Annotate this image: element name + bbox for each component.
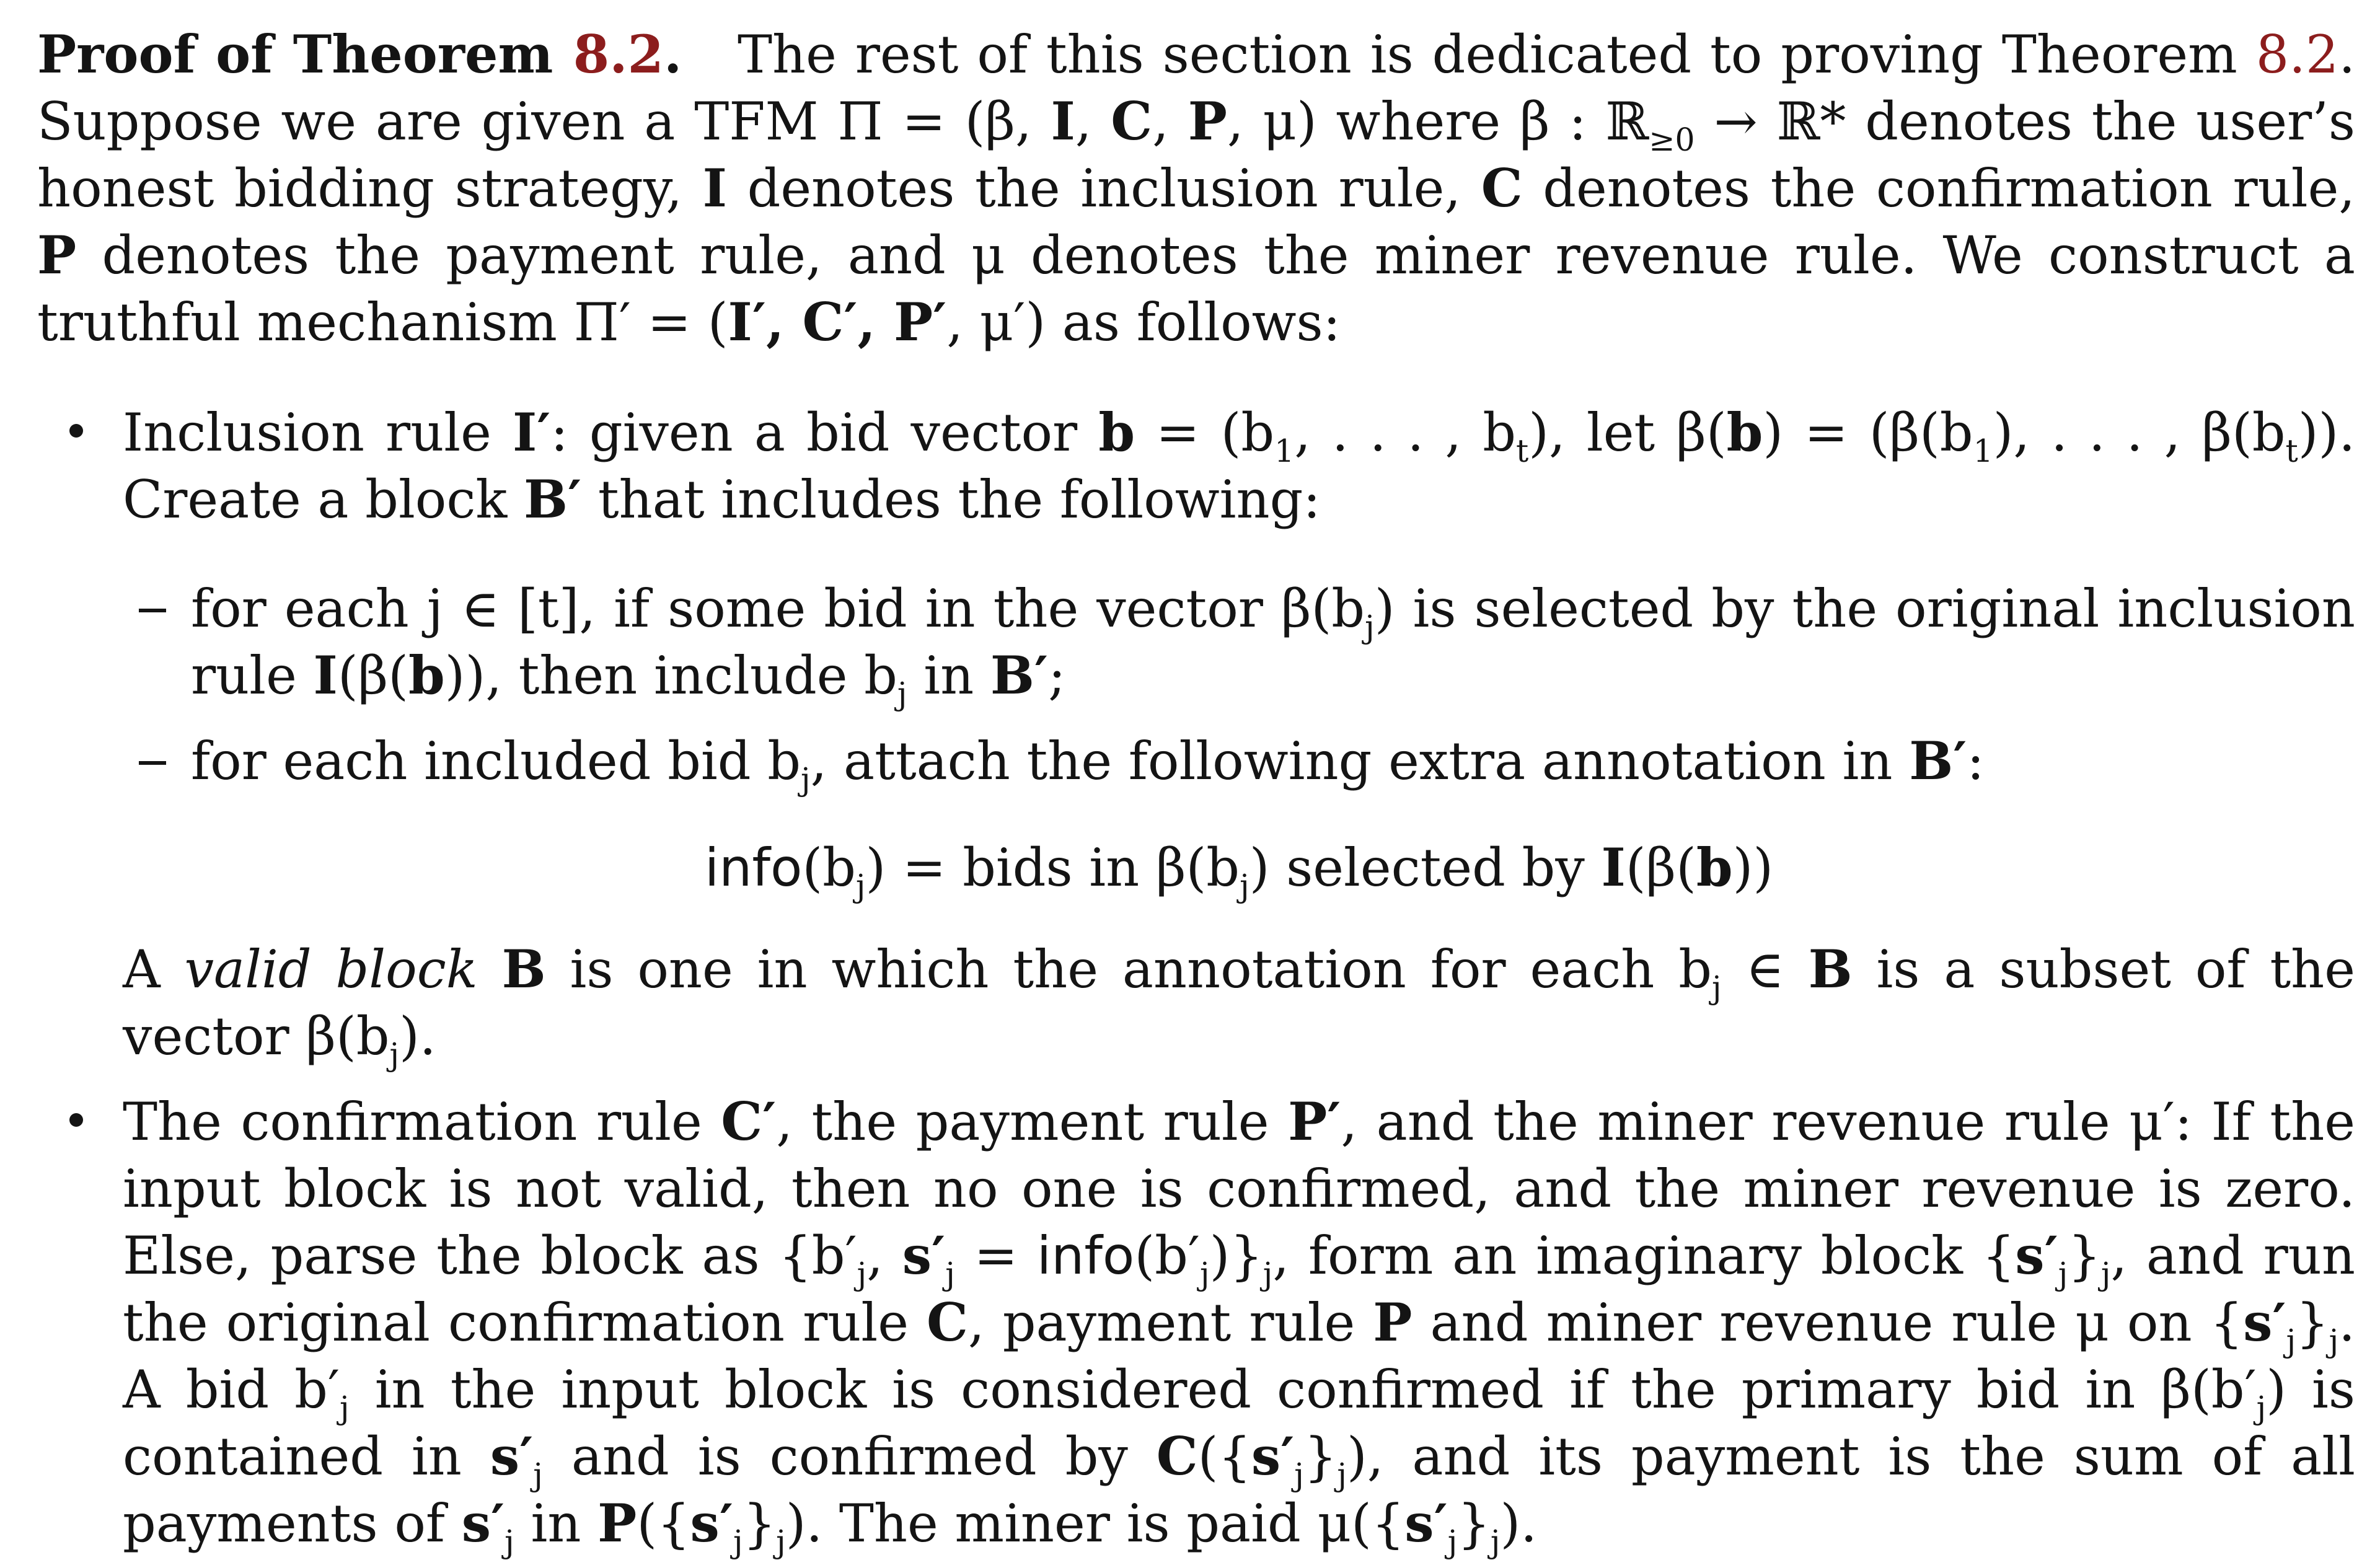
text: } [1303,1426,1338,1487]
text: ) = (β(b [1763,402,1973,463]
text: : [1967,731,1985,791]
symbol-b: b [1098,402,1135,463]
proof-heading [37,24,682,85]
symbol-s-prime: s′ [690,1492,733,1554]
list-item-inclusion-rule [37,399,2356,1073]
text: = (b [1135,402,1275,463]
text: } [2296,1292,2329,1353]
text: , μ) where β : ℝ [1227,91,1649,152]
info-function: info [704,837,803,898]
symbol-C: C [1111,90,1153,152]
info-function: info [1036,1225,1135,1286]
subscript: j [1447,1523,1458,1560]
symbol-b: b [1696,837,1733,898]
term-valid-block: valid block [184,939,478,1000]
text: → ℝ* denotes the user’s honest bidding strategy, [37,91,2356,219]
subscript: j [897,675,907,712]
subscript: j [1199,1255,1210,1292]
symbol-C: C [927,1292,968,1353]
symbol-s-prime: s′ [902,1225,946,1286]
text: )} [1209,1225,1263,1286]
text: , and the miner revenue rule μ′: If the input block is not valid, then no one is confirmed, and the miner revenue is zero. Else, parse the block as {b′ [123,1091,2356,1286]
text: (β( [337,645,408,706]
subscript: j [2058,1255,2068,1292]
text: A [123,939,185,1000]
subscript: j [505,1523,514,1560]
text: . Suppose we are given a TFM Π = (β, [37,24,2356,152]
symbol-P: P [1373,1292,1413,1353]
text: ({ [1197,1426,1251,1487]
subscript: j [2256,1389,2267,1426]
text: ). [1500,1493,1537,1554]
symbol-I: I [702,157,727,219]
subscript: 1 [1973,432,1993,469]
subscript: ≥0 [1649,121,1695,158]
text: ). [399,1006,436,1067]
text: = [954,1225,1037,1286]
text: , . . . , b [1294,402,1517,463]
sublist-item-include-bids [123,575,2355,712]
text: ) is contained in [123,1359,2355,1487]
text: is a subset of the vector β(b [123,939,2355,1067]
symbol-C: C [1156,1426,1198,1487]
text: ∈ [1721,939,1809,1000]
text: The confirmation rule [123,1091,721,1152]
text: , the payment rule [776,1091,1289,1152]
text: , [1152,91,1188,152]
text: (b [802,837,856,898]
text: ({ [637,1493,690,1554]
text: The rest of this section is dedicated to proving Theorem [737,24,2256,85]
text: in the input block is considered confirmed if the primary bid in β(b′ [349,1359,2257,1420]
text: Inclusion rule [123,402,513,463]
text: )). Create a block [123,402,2356,530]
symbol-s-prime: s′ [2243,1292,2286,1353]
inclusion-sublist [123,575,2355,798]
symbol-b: b [408,645,445,706]
text: in [907,645,990,706]
subscript: j [857,1255,867,1292]
text: , [1075,91,1111,152]
text: ) is selected by the original inclusion rule [191,578,2355,706]
text: for each j ∈ [t], if some bid in the vector β(b [191,578,1365,639]
text: , attach the following extra annotation in [810,731,1910,791]
text: , payment rule [967,1292,1373,1353]
text: , form an imaginary block { [1272,1225,2016,1286]
text: that includes the following: [581,469,1321,530]
text: ), . . . , β(b [1993,402,2286,463]
symbol-rules-prime: I′, C′, P′ [728,291,947,353]
symbol-s-prime: s′ [490,1426,534,1487]
display-equation [123,834,2355,904]
text: denotes the payment rule, and μ denotes the miner revenue rule. We construct a truthful mechanism Π′ = ( [37,225,2355,353]
subscript: j [1294,1456,1304,1493]
subscript: j [2100,1255,2111,1292]
subscript: j [776,1523,786,1560]
subscript: j [533,1456,543,1493]
symbol-C-prime: C′ [721,1091,777,1152]
theorem-link[interactable]: 8.2 [573,24,664,85]
subscript: j [1365,608,1375,645]
theorem-link[interactable]: 8.2 [2255,24,2339,85]
subscript: j [733,1523,743,1560]
subscript: j [2329,1322,2339,1359]
symbol-s-prime: s′ [2015,1225,2058,1286]
text: in [514,1493,598,1554]
sublist-item-annotation [123,728,2355,798]
text: (b′ [1134,1225,1200,1286]
text: ). The miner is paid μ({ [785,1493,1405,1554]
text [478,939,502,1000]
text: } [1457,1493,1491,1554]
text: ), and its payment is the sum of all payments of [123,1426,2355,1554]
bullet-icon [69,424,83,438]
text: ) = bids in β(b [865,837,1240,898]
text: for each included bid b [191,731,801,791]
subscript: j [340,1389,350,1426]
symbol-I-prime: I′ [512,402,551,463]
subscript: j [1337,1456,1347,1493]
text: and miner revenue rule μ on { [1412,1292,2244,1353]
subscript: t [1516,432,1529,469]
bullet-icon [69,1113,83,1127]
symbol-s-prime: s′ [461,1492,505,1554]
text: )), then include b [444,645,897,706]
list-item-confirmation-rule [37,1088,2356,1560]
symbol-P: P [37,224,77,286]
symbol-b: b [1726,402,1763,463]
symbol-I: I [313,645,338,706]
text: . A bid b′ [123,1292,2355,1420]
text: } [743,1493,777,1554]
symbol-B: B [1808,938,1853,1000]
heading-period: . [663,24,682,85]
text: is one in which the annotation for each b [545,939,1712,1000]
text: ) selected by [1249,837,1602,898]
valid-block-definition [123,936,2355,1073]
symbol-B-prime: B′ [524,469,582,530]
dash-icon [139,609,166,612]
subscript: j [389,1036,400,1073]
subscript: j [1490,1523,1501,1560]
text: denotes the inclusion rule, [726,158,1481,219]
subscript: j [1263,1255,1273,1292]
proof-page [37,21,2356,1560]
construction-list [37,399,2356,1560]
text: ), let β( [1528,402,1727,463]
symbol-B: B [501,938,546,1000]
subscript: 1 [1274,432,1295,469]
subscript: j [945,1255,955,1292]
text: , [866,1225,902,1286]
text: , μ′) as follows: [946,292,1341,353]
symbol-B-prime: B′ [1909,730,1967,791]
proof-heading-text: Proof of Theorem [37,24,553,85]
symbol-P: P [597,1492,637,1554]
symbol-I: I [1051,90,1075,152]
text: ; [1048,645,1066,706]
dash-icon [139,761,166,765]
text: } [2068,1225,2101,1286]
text: denotes the confirmation rule, [1522,158,2355,219]
symbol-s-prime: s′ [1251,1426,1295,1487]
subscript: j [2286,1322,2296,1359]
subscript: j [1240,867,1250,904]
symbol-I: I [1601,837,1626,898]
text: : given a bid vector [550,402,1099,463]
symbol-C: C [1481,157,1523,219]
symbol-s-prime: s′ [1404,1492,1448,1554]
text: , and run the original confirmation rule [123,1225,2355,1353]
text: (β( [1625,837,1696,898]
subscript: j [1712,969,1722,1006]
subscript: t [2285,432,2298,469]
symbol-B-prime: B′ [990,645,1049,706]
proof-paragraph [37,21,2355,356]
symbol-P-prime: P′ [1288,1091,1341,1152]
symbol-P: P [1188,90,1227,152]
subscript: j [855,867,866,904]
text: )) [1732,837,1774,898]
subscript: j [800,760,811,798]
text: and is confirmed by [542,1426,1157,1487]
